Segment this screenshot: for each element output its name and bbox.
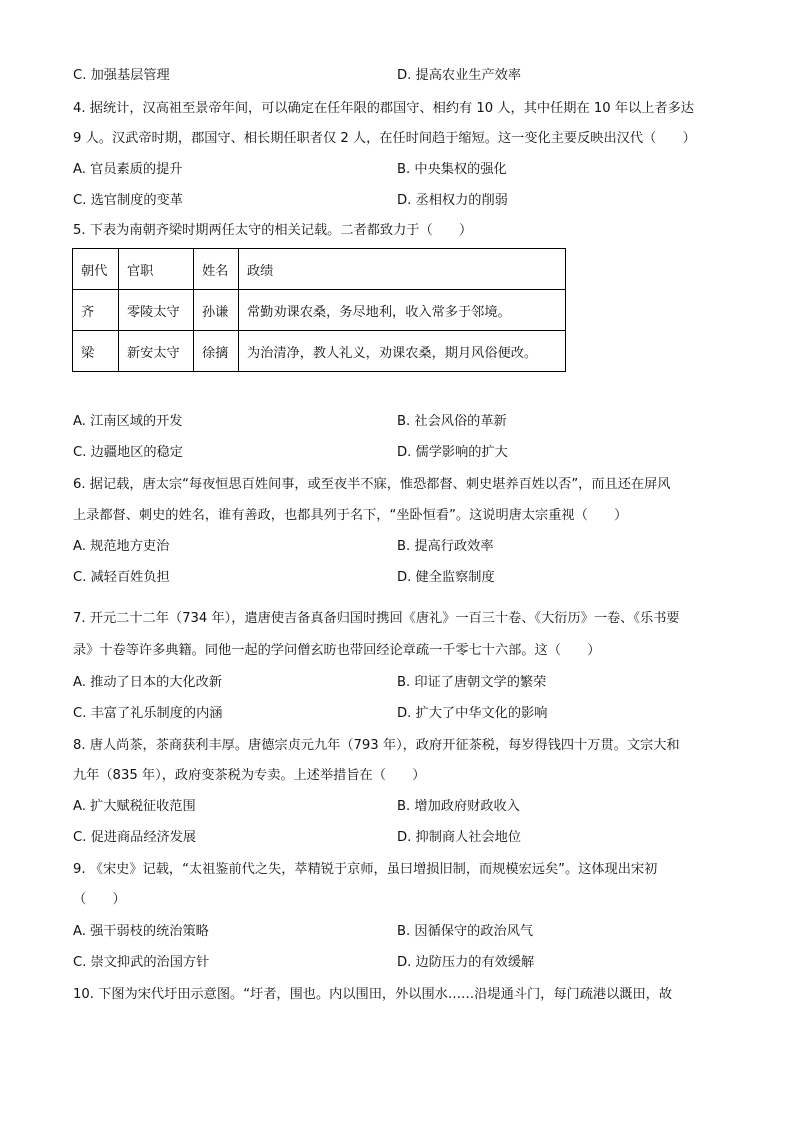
q4-stem-line1: 4. 据统计，汉高祖至景帝年间，可以确定在任年限的郡国守、相约有 10 人，其中任期在 10 年以上者多达 [73, 101, 694, 116]
q10-stem-line1: 10. 下图为宋代圩田示意图。“圩者，围也。内以围田，外以围水……沿堤通斗门，每门疏港以溉田，故 [73, 987, 673, 1002]
records-table [72, 248, 566, 372]
q8-option-a: A. 扩大赋税征收范围 [73, 799, 196, 814]
q5-stem-line1: 5. 下表为南朝齐梁时期两任太守的相关记载。二者都致力于（ ） [73, 223, 473, 238]
q6-stem-line2: 上录都督、刺史的姓名，谁有善政，也都具列于名下，“坐卧恒看”。这说明唐太宗重视（ ） [73, 508, 628, 523]
table-header-cell: 朝代 [73, 249, 119, 290]
q5-option-c: C. 边疆地区的稳定 [73, 445, 183, 460]
table-header-cell: 姓名 [194, 249, 239, 290]
q5-option-a: A. 江南区域的开发 [73, 414, 183, 429]
q9-option-b: B. 因循保守的政治风气 [397, 924, 534, 939]
table-row [73, 290, 566, 331]
table-cell: 齐 [73, 290, 119, 331]
q4-option-a: A. 官员素质的提升 [73, 162, 183, 177]
table-header-row [73, 249, 566, 290]
table-header-cell: 官职 [119, 249, 194, 290]
q4-option-b: B. 中央集权的强化 [397, 162, 507, 177]
q4-option-d: D. 丞相权力的削弱 [397, 193, 508, 208]
table-cell: 为治清净，教人礼义，劝课农桑，期月风俗便改。 [239, 331, 566, 372]
q7-stem-line1: 7. 开元二十二年（734 年），遣唐使吉备真备归国时携回《唐礼》一百三十卷、《大衍历》一卷、《乐书要 [73, 611, 680, 626]
table-cell: 孙谦 [194, 290, 239, 331]
q9-stem-line2: （ ） [73, 892, 126, 907]
q8-option-b: B. 增加政府财政收入 [397, 799, 520, 814]
q6-option-d: D. 健全监察制度 [397, 570, 495, 585]
q4-option-c: C. 选官制度的变革 [73, 193, 183, 208]
table-cell: 常勤劝课农桑，务尽地利，收入常多于邻境。 [239, 290, 566, 331]
q3-option-d: D. 提高农业生产效率 [397, 68, 522, 83]
q7-option-a: A. 推动了日本的大化改新 [73, 675, 223, 690]
q9-option-a: A. 强干弱枝的统治策略 [73, 924, 209, 939]
q8-option-c: C. 促进商品经济发展 [73, 830, 197, 845]
q5-option-b: B. 社会风俗的革新 [397, 414, 507, 429]
q6-option-b: B. 提高行政效率 [397, 539, 494, 554]
q6-option-a: A. 规范地方吏治 [73, 539, 170, 554]
q8-stem-line2: 九年（835 年），政府变茶税为专卖。上述举措旨在（ ） [73, 768, 426, 783]
q8-option-d: D. 抑制商人社会地位 [397, 830, 522, 845]
q9-option-d: D. 边防压力的有效缓解 [397, 955, 535, 970]
table-cell: 徐摛 [194, 331, 239, 372]
q9-option-c: C. 崇文抑武的治国方针 [73, 955, 210, 970]
q6-stem-line1: 6. 据记载，唐太宗“每夜恒思百姓间事，或至夜半不寐，惟恐都督、刺史堪养百姓以否”，而且还在屏风 [73, 477, 671, 492]
q7-stem-line2: 录》十卷等许多典籍。同他一起的学问僧玄昉也带回经论章疏一千零七十六部。这（ ） [73, 643, 601, 658]
table-cell: 梁 [73, 331, 119, 372]
table-cell: 零陵太守 [119, 290, 194, 331]
q9-stem-line1: 9. 《宋史》记载，“太祖鉴前代之失，萃精锐于京师，虽曰增损旧制，而规模宏远矣”。这体现出宋初 [73, 862, 658, 877]
q4-stem-line2: 9 人。汉武帝时期，郡国守、相长期任职者仅 2 人，在任时间趋于缩短。这一变化主要反映出汉代（ ） [73, 131, 696, 146]
q7-option-c: C. 丰富了礼乐制度的内涵 [73, 706, 223, 721]
table-cell: 新安太守 [119, 331, 194, 372]
q5-option-d: D. 儒学影响的扩大 [397, 445, 508, 460]
table-row [73, 331, 566, 372]
q6-option-c: C. 减轻百姓负担 [73, 570, 170, 585]
table-header-cell: 政绩 [239, 249, 566, 290]
q8-stem-line1: 8. 唐人尚茶，茶商获利丰厚。唐德宗贞元九年（793 年），政府开征茶税，每岁得钱四十万贯。文宗大和 [73, 738, 680, 753]
q7-option-d: D. 扩大了中华文化的影响 [397, 706, 548, 721]
q7-option-b: B. 印证了唐朝文学的繁荣 [397, 675, 547, 690]
q3-option-c: C. 加强基层管理 [73, 68, 170, 83]
